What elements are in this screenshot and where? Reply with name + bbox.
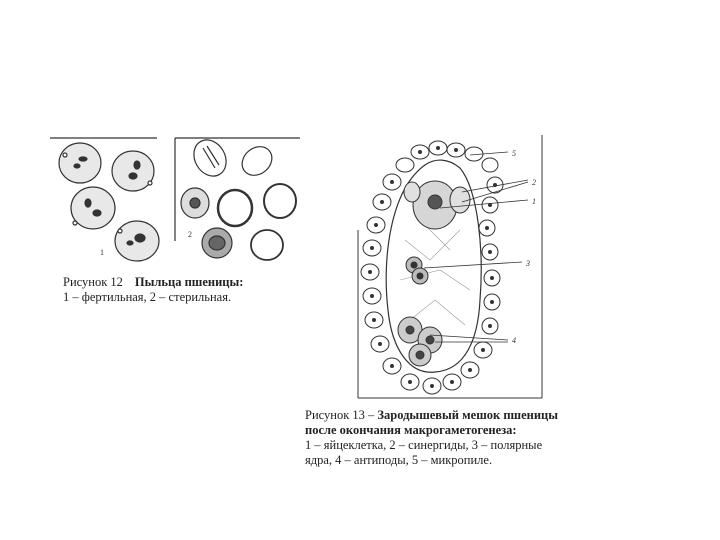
label-5: 5 — [512, 149, 516, 158]
pollen-illustration — [45, 133, 305, 273]
figure12-description: 1 – фертильная, 2 – стерильная. — [63, 290, 232, 304]
panel-label-2: 2 — [188, 230, 192, 239]
sterile-pollen-grains — [181, 134, 296, 260]
label-1: 1 — [532, 197, 536, 206]
label-4: 4 — [512, 336, 516, 345]
figure13-description-line1: 1 – яйцеклетка, 2 – синергиды, 3 – полярные — [305, 438, 543, 452]
label-2: 2 — [532, 178, 536, 187]
figure13-title-line2: после окончания макрогаметогенеза: — [305, 423, 517, 437]
figure13-description-line2: ядра, 4 – антиподы, 5 – микропиле. — [305, 453, 493, 467]
figure12-title: Пыльца пшеницы: — [134, 275, 244, 289]
figure12-caption — [63, 275, 303, 305]
polar-nuclei — [406, 257, 428, 284]
figure12-number: Рисунок 12 — [63, 275, 123, 289]
label-3: 3 — [526, 259, 530, 268]
leader-lines — [424, 152, 528, 342]
figure13-title-line1: Зародышевый мешок пшеницы — [377, 408, 558, 422]
figure13-number: Рисунок 13 – — [305, 408, 375, 422]
egg-apparatus — [404, 181, 470, 229]
fertile-pollen-grains — [59, 143, 159, 261]
embryo-sac-illustration — [350, 130, 550, 400]
figure13-caption — [305, 408, 610, 468]
panel-label-1: 1 — [100, 248, 104, 257]
